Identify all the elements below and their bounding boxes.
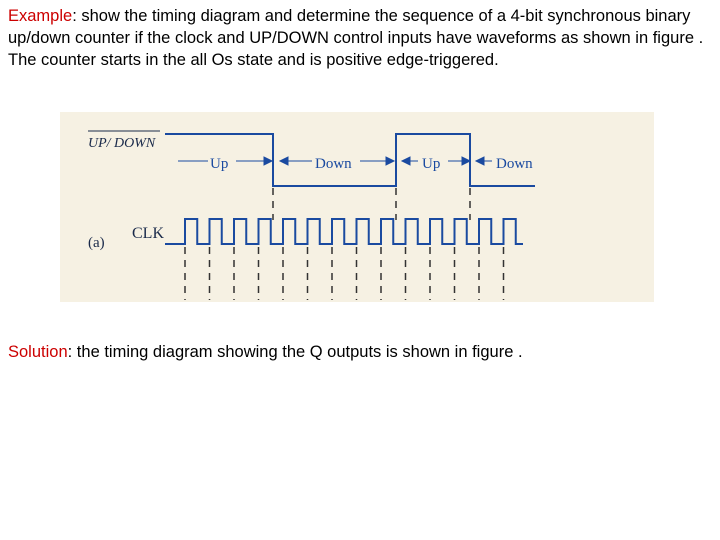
timing-diagram-figure — [60, 112, 654, 302]
segment-label-up-2: Up — [422, 156, 441, 172]
solution-heading: Solution — [8, 343, 68, 361]
solution-paragraph — [8, 341, 708, 363]
clk-edge-markers — [185, 247, 504, 300]
clk-signal-line — [165, 219, 523, 244]
clk-waveform — [165, 219, 523, 244]
example-heading: Example — [8, 7, 73, 25]
segment-label-up-1: Up — [210, 156, 229, 172]
example-text: : show the timing diagram and determine the sequence of a 4-bit synchronous binary up/down counter if the clock and UP/DOWN control inputs have waveforms as shown in figure . The counter starts in the all Os state and is positive edge-triggered. — [8, 7, 704, 69]
solution-text: : the timing diagram showing the Q outputs is shown in figure . — [67, 343, 523, 361]
example-paragraph — [8, 5, 708, 71]
segment-label-down-2: Down — [496, 156, 533, 172]
timing-diagram-svg — [60, 112, 654, 302]
updown-label: UP/ DOWN — [88, 136, 156, 151]
panel-label: (a) — [88, 235, 105, 251]
segment-label-down-1: Down — [315, 156, 352, 172]
updown-transition-markers — [273, 188, 470, 220]
clk-label: CLK — [132, 225, 164, 242]
